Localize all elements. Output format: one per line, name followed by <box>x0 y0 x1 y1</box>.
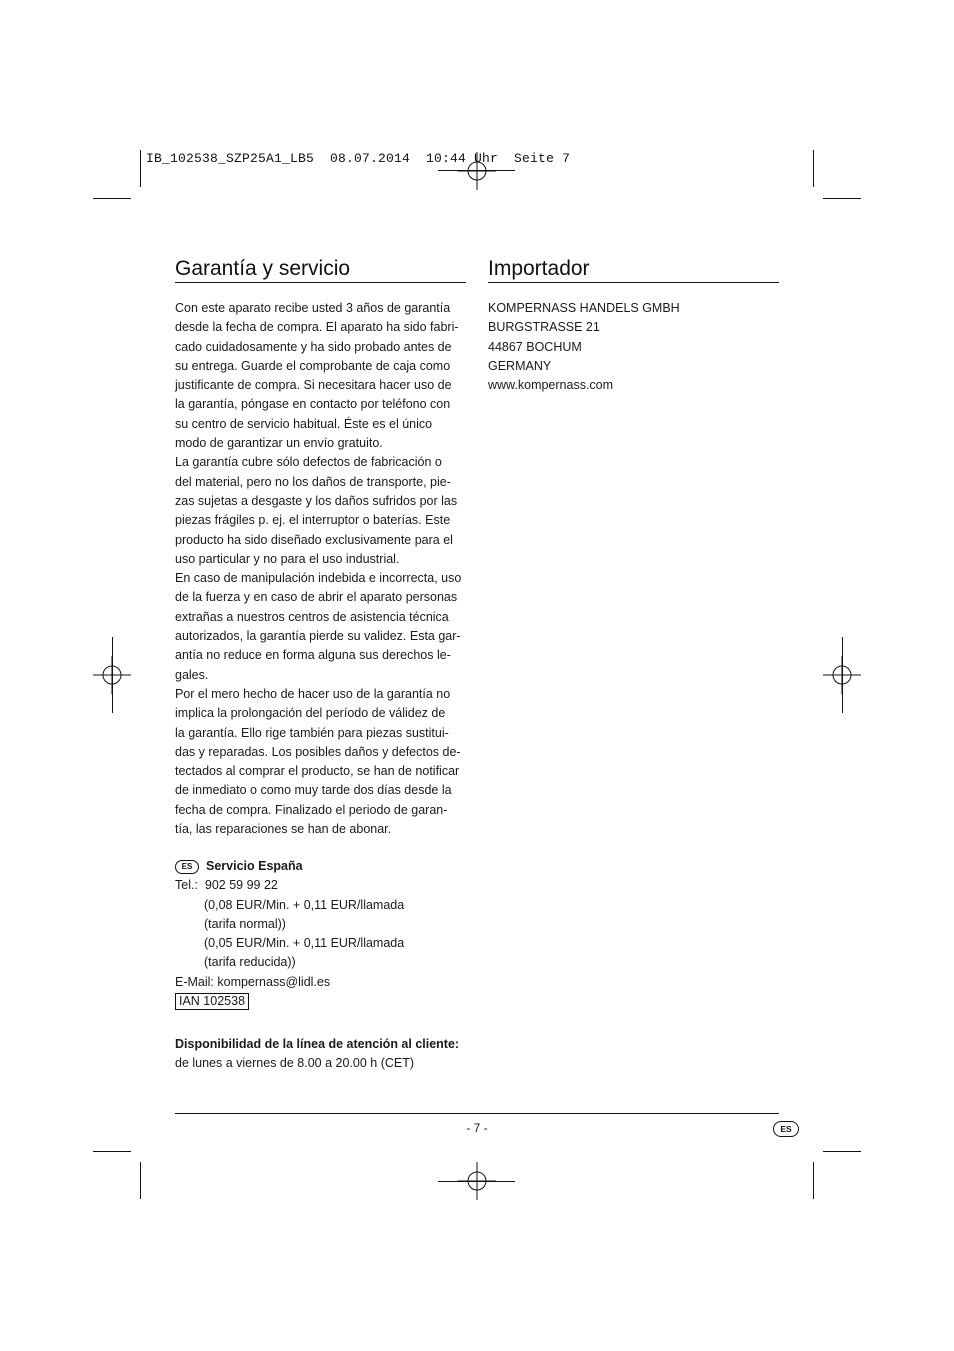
address-line: 44867 BOCHUM <box>488 339 582 354</box>
body-line: Con este aparato recibe usted 3 años de garantía <box>175 301 451 315</box>
body-line: justificante de compra. Si necesitara hacer uso de <box>175 378 452 393</box>
crop-mark <box>823 198 861 199</box>
warranty-title: Garantía y servicio <box>175 257 351 280</box>
body-line: su centro de servicio habitual. Éste es el único <box>175 416 433 431</box>
body-line: desde la fecha de compra. El aparato ha sido fabri- <box>175 320 459 335</box>
service-rate: (0,05 EUR/Min. + 0,11 EUR/llamada <box>204 936 405 951</box>
ian-row <box>175 992 475 1011</box>
body-line: implica la prolongación del período de válidez de <box>175 706 446 721</box>
body-line: producto ha sido diseñado exclusivamente para el <box>175 532 453 547</box>
body-line: fecha de compra. Finalizado el periodo de garan- <box>175 802 448 817</box>
ian-number-box: IAN 102538 <box>175 993 249 1010</box>
body-line: la garantía. Ello rige también para piezas sustitui- <box>175 725 449 740</box>
footer-rule <box>175 1113 779 1114</box>
website-link: www.kompernass.com <box>488 378 614 393</box>
importer-address <box>488 299 779 395</box>
body-line: gales. <box>175 667 209 682</box>
service-heading: Servicio España <box>206 859 303 873</box>
body-line: de la fuerza y en caso de abrir el aparato personas <box>175 590 458 605</box>
crop-mark <box>140 1162 141 1199</box>
body-line: tectados al comprar el producto, se han de notificar <box>175 764 460 779</box>
body-line: del material, pero no los daños de transporte, pie- <box>175 474 451 489</box>
address-line: GERMANY <box>488 358 552 373</box>
crop-mark <box>438 170 515 171</box>
country-badge: ES <box>175 860 199 874</box>
body-line: Por el mero hecho de hacer uso de la garantía no <box>175 686 451 701</box>
body-line: uso particular y no para el uso industrial. <box>175 551 400 566</box>
service-rate: (0,08 EUR/Min. + 0,11 EUR/llamada <box>204 897 405 912</box>
importer-title: Importador <box>488 257 590 280</box>
crop-mark <box>813 1162 814 1199</box>
service-rate: (tarifa reducida)) <box>204 955 296 970</box>
availability-block <box>175 1035 485 1074</box>
body-line: En caso de manipulación indebida e incorrecta, uso <box>175 571 462 586</box>
crop-mark <box>93 198 131 199</box>
language-badge: ES <box>773 1121 799 1137</box>
body-line: su entrega. Guarde el comprobante de caja como <box>175 358 451 373</box>
service-rate: (tarifa normal)) <box>204 916 286 931</box>
service-block <box>175 857 475 1011</box>
service-tel: Tel.: 902 59 99 22 <box>175 878 278 893</box>
warranty-body <box>175 299 475 839</box>
body-line: antía no reduce en forma alguna sus derechos le- <box>175 648 451 663</box>
title-rule <box>175 282 466 283</box>
crop-mark <box>93 1151 131 1152</box>
crop-mark <box>842 637 843 713</box>
title-rule <box>488 282 779 283</box>
crop-mark <box>112 637 113 713</box>
crop-mark <box>813 150 814 187</box>
availability-heading: Disponibilidad de la línea de atención al cliente: <box>175 1037 460 1051</box>
body-line: autorizados, la garantía pierde su validez. Esta gar- <box>175 629 461 644</box>
body-line: de inmediato o como muy tarde dos días desde la <box>175 783 452 798</box>
body-line: das y reparadas. Los posibles daños y defectos de- <box>175 744 461 759</box>
body-line: piezas frágiles p. ej. el interruptor o baterías. Este <box>175 513 451 528</box>
crop-mark <box>140 150 141 187</box>
registration-mark-top <box>458 152 496 190</box>
body-line: tía, las reparaciones se han de abonar. <box>175 822 392 837</box>
availability-text: de lunes a viernes de 8.00 a 20.00 h (CET) <box>175 1056 415 1071</box>
body-line: modo de garantizar un envío gratuito. <box>175 436 383 451</box>
body-line: La garantía cubre sólo defectos de fabricación o <box>175 455 442 470</box>
print-slug: IB_102538_SZP25A1_LB5 08.07.2014 10:44 Uhr Seite 7 <box>146 151 571 166</box>
service-email: E-Mail: kompernass@lidl.es <box>175 974 331 989</box>
body-line: extrañas a nuestros centros de asistencia técnica <box>175 609 449 624</box>
service-heading-row <box>175 857 475 876</box>
address-line: KOMPERNASS HANDELS GMBH <box>488 301 680 315</box>
page-number: - 7 - <box>466 1121 488 1135</box>
address-line: BURGSTRASSE 21 <box>488 320 600 335</box>
body-line: zas sujetas a desgaste y los daños sufridos por las <box>175 493 458 508</box>
crop-mark <box>823 1151 861 1152</box>
body-line: cado cuidadosamente y ha sido probado antes de <box>175 339 452 354</box>
crop-mark <box>438 1181 515 1182</box>
body-line: la garantía, póngase en contacto por teléfono con <box>175 397 451 412</box>
